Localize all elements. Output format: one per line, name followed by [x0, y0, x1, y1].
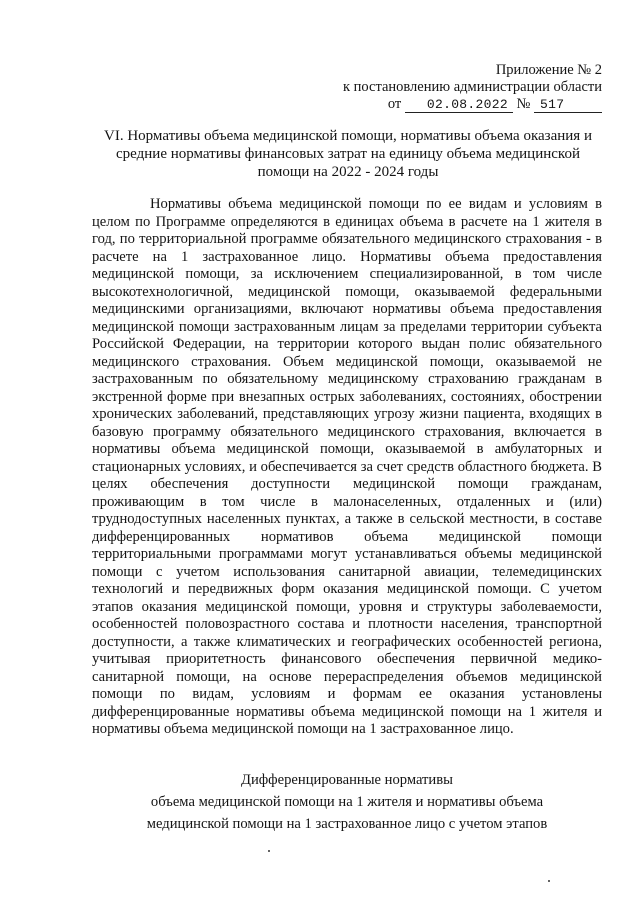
body-paragraph: Нормативы объема медицинской помощи по ее видам и условиям в целом по Программе определяются в единицах объема в расчете на 1 жителя в год, по территориальной программе обязательного медицинского страхования - в расчете на 1 застрахованное лицо. Нормативы объема предоставления медицинской помощи, за исключением специализированной, в том числе высокотехнологичной, медицинской помощи, оказываемой федеральными медицинскими организациями, включают нормативы объема предоставления медицинской помощи застрахованным лицам за пределами территории субъекта Российской Федерации, на территории которого выдан полис обязательного медицинского страхования. Объем медицинской помощи, оказываемой не застрахованным по обязательному медицинскому страхованию гражданам в экстренной форме при внезапных острых заболеваниях, состояниях, обострении хронических заболеваний, представляющих угрозу жизни пациента, входящих в базовую программу обязательного медицинского страхования, включается в нормативы объема медицинской помощи, оказываемой в амбулаторных и стационарных условиях, и обеспечивается за счет средств областного бюджета. В целях обеспечения доступности медицинской помощи гражданам, проживающим в том числе в малонаселенных, отдаленных и (или) труднодоступных населенных пунктах, а также в сельской местности, в составе дифференцированных нормативов объема медицинской помощи территориальными программами могут устанавливаться объемы медицинской помощи с учетом использования санитарной авиации, телемедицинских технологий и передвижных форм оказания медицинской помощи. С учетом этапов оказания медицинской помощи, уровня и структуры заболеваемости, особенностей половозрастного состава и плотности населения, транспортной доступности, а также климатических и географических особенностей региона, учитывая приоритетность финансового обеспечения первичной медико-санитарной помощи, на основе перераспределения объемов медицинской помощи по видам, условиям и формам ее оказания установлены дифференцированные нормативы объема медицинской помощи на 1 жителя и нормативы объема медицинской помощи на 1 застрахованное лицо. — [92, 196, 602, 737]
resolution-number: 517 — [534, 98, 602, 113]
subsection-title-line-3: медицинской помощи на 1 застрахованное лицо с учетом этапов — [146, 816, 548, 832]
scan-speck — [268, 850, 270, 852]
appendix-date-number-line — [343, 96, 602, 113]
section-title: VI. Нормативы объема медицинской помощи, нормативы объема оказания и средние нормативы финансовых затрат на единицу объема медицинской помощи на 2022 - 2024 годы — [104, 128, 592, 180]
subsection-title-line-2: объема медицинской помощи на 1 жителя и нормативы объема — [150, 794, 544, 810]
appendix-resolution-line: к постановлению администрации области — [342, 79, 602, 95]
subsection-title-line-1: Дифференцированные нормативы — [241, 772, 453, 788]
number-prefix: № — [516, 96, 531, 112]
scan-speck — [548, 880, 550, 882]
appendix-header — [343, 62, 602, 113]
date-prefix: от — [387, 96, 402, 112]
appendix-label: Приложение № 2 — [495, 62, 602, 78]
resolution-date: 02.08.2022 — [405, 98, 513, 113]
subsection-title — [92, 769, 602, 835]
